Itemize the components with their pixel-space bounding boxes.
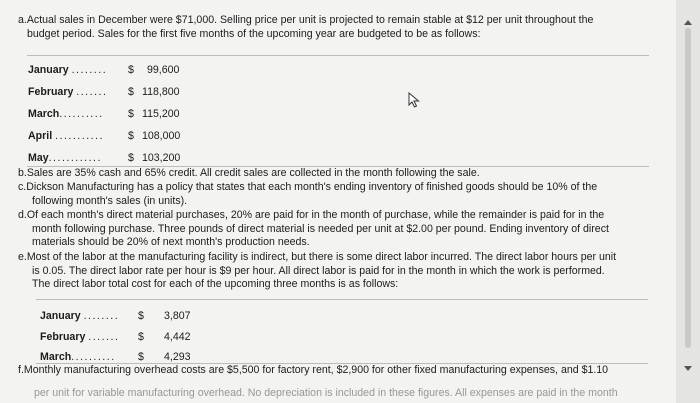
item-a [18,14,668,41]
item-c-label: c. [18,181,27,193]
item-b-label: b. [18,167,27,179]
item-e-line3: The direct labor total cost for each of the upcoming three months is as follows: [32,278,399,291]
currency-symbol: $ [128,86,134,98]
currency-symbol: $ [138,331,144,343]
currency-symbol: $ [128,64,134,76]
month-label: January ........ [40,310,120,322]
item-a-line2: budget period. Sales for the first five months of the upcoming year are budgeted to be as follows: [27,27,481,40]
sales-value: 118,800 [142,86,180,98]
labor-value: 4,442 [164,331,191,343]
item-d-line2: month following purchase. Three pounds of direct material is needed per unit at $2.00 per pound. Ending inventory of direct [32,222,609,235]
sales-row-february [28,85,228,99]
scroll-up-arrow-icon[interactable] [684,20,692,25]
item-d-label: d. [18,209,27,221]
currency-symbol: $ [138,351,144,363]
item-c-line2: following month's sales (in units). [32,194,188,207]
scroll-down-arrow-icon[interactable] [684,366,692,371]
item-c-line1: Dickson Manufacturing has a policy that states that each month's ending inventory of finished goods should be 10% of the [26,181,598,193]
labor-table-top-rule [36,299,648,300]
item-f-label: f. [18,364,24,376]
sales-row-march [28,107,228,121]
item-b-text: Sales are 35% cash and 65% credit. All credit sales are collected in the month following the sale. [26,167,480,179]
item-c [18,181,597,208]
currency-symbol: $ [128,108,134,120]
labor-row-march [40,350,240,364]
item-d-line1: Of each month's direct material purchases, 20% are paid for in the month of purchase, while the remainder is paid for in the [26,209,605,221]
item-a-line1: Actual sales in December were $71,000. Selling price per unit is projected to remain stable at $12 per unit throughout the [26,14,594,26]
month-label: March.......... [40,351,116,363]
month-label: February ....... [28,86,108,98]
item-e-label: e. [18,251,27,263]
sales-value: 108,000 [142,130,181,142]
currency-symbol: $ [128,130,134,142]
sales-row-january [28,63,228,77]
sales-table-top-rule [27,55,649,56]
labor-row-february [40,330,240,344]
month-label: April ........... [28,130,104,142]
month-label: May............ [28,152,102,164]
sales-value: 103,200 [142,152,181,164]
item-e [18,251,616,292]
labor-value: 3,807 [164,310,191,322]
item-d-line3: materials should be 20% of next month's production needs. [32,236,310,249]
labor-value: 4,293 [164,351,191,363]
currency-symbol: $ [138,310,144,322]
item-e-line1: Most of the labor at the manufacturing facility is indirect, but there is some direct labor incurred. The direct labor hours per unit [26,251,617,263]
item-a-label: a. [18,14,27,26]
mouse-pointer-icon [408,92,420,108]
scroll-thumb[interactable] [685,28,691,348]
item-f-line2-cut: per unit for variable manufacturing overhead. No depreciation is included in these figures. All expenses are paid in the month [34,387,618,399]
month-label: February ....... [40,331,120,343]
currency-symbol: $ [128,152,134,164]
item-d [18,209,609,250]
sales-value: 99,600 [147,64,180,76]
month-label: March.......... [28,108,104,120]
month-label: January ........ [28,64,108,76]
item-e-line2: is 0.05. The direct labor rate per hour is $9 per hour. All direct labor is paid for in the month in which the work is performed. [32,264,605,277]
vertical-scrollbar[interactable] [677,0,700,403]
item-f-line1: Monthly manufacturing overhead costs are $5,500 for factory rent, $2,900 for other fixed manufacturing expenses, and $1.10 [23,364,609,376]
labor-row-january [40,309,240,323]
sales-row-april [28,129,228,143]
sales-value: 115,200 [142,108,180,120]
item-f [18,364,608,378]
sales-row-may [28,151,228,165]
item-b [18,167,480,181]
